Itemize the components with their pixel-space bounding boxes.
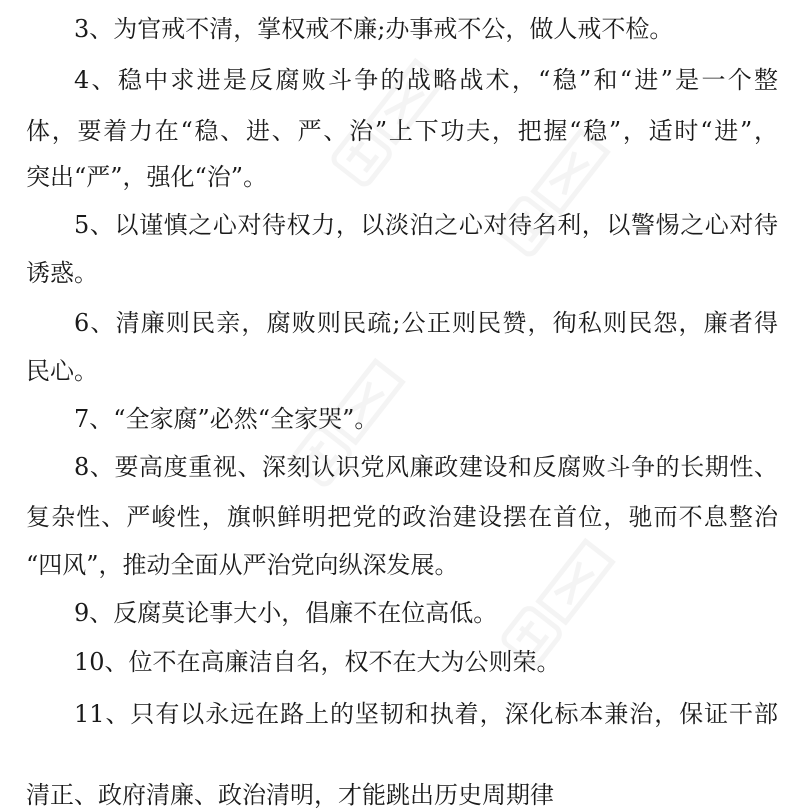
text-line: 突出“严”，强化“治”。 [26, 163, 268, 191]
text-line: 10、位不在高廉洁自名，权不在大为公则荣。 [74, 648, 561, 676]
text-line: 诱惑。 [26, 259, 98, 287]
text-line: “四风”，推动全面从严治党向纵深发展。 [26, 551, 459, 579]
text-line: 3、为官戒不清，掌权戒不廉;办事戒不公，做人戒不检。 [74, 15, 674, 43]
text-line: 复杂性、严峻性，旗帜鲜明把党的政治建设摆在首位，驰而不息整治 [26, 503, 778, 531]
text-line: 9、反腐莫论事大小，倡廉不在位高低。 [74, 599, 498, 627]
text-line: 4、稳中求进是反腐败斗争的战略战术，“稳”和“进”是一个整 [74, 66, 778, 94]
text-line: 体，要着力在“稳、进、严、治”上下功夫，把握“稳”，适时“进”， [26, 117, 778, 145]
text-line: 8、要高度重视、深刻认识党风廉政建设和反腐败斗争的长期性、 [74, 453, 778, 481]
text-line: 7、“全家腐”必然“全家哭”。 [74, 405, 379, 433]
text-line: 6、清廉则民亲，腐败则民疏;公正则民赞，徇私则民怨，廉者得 [74, 309, 778, 337]
text-line: 民心。 [26, 357, 98, 385]
text-line: 11、只有以永远在路上的坚韧和执着，深化标本兼治，保证干部 [74, 700, 778, 728]
text-line: 5、以谨慎之心对待权力，以淡泊之心对待名利，以警惕之心对待 [74, 211, 778, 239]
cut-off-text-line: 清正、政府清廉、政治清明，才能跳出历史周期律 [26, 781, 554, 809]
